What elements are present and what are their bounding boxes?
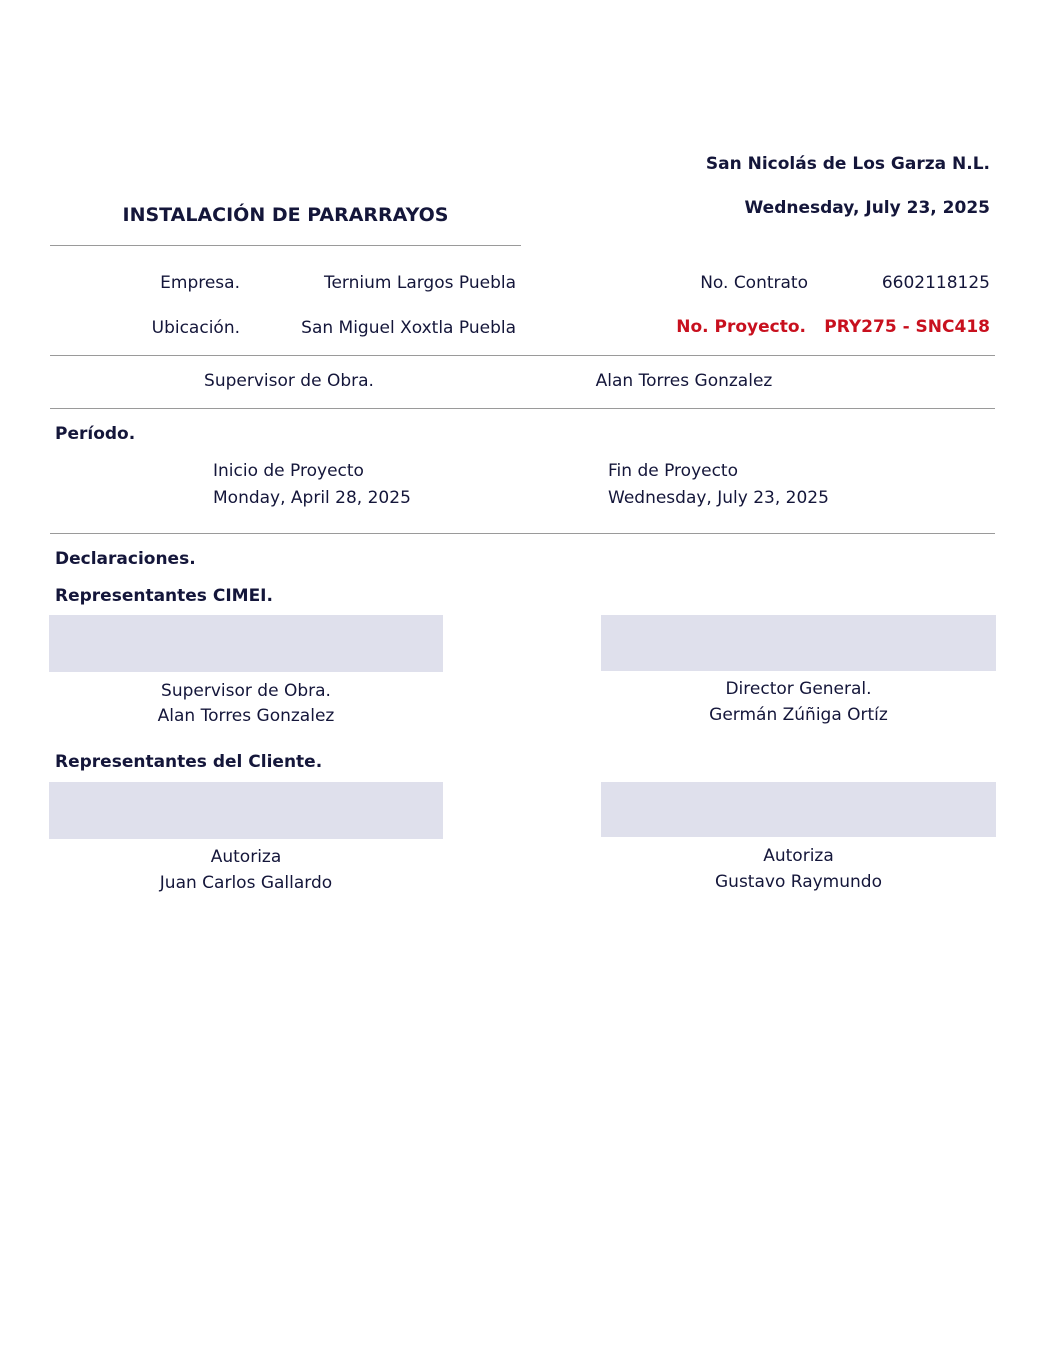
inicio-label: Inicio de Proyecto: [213, 461, 364, 481]
cliente-heading: Representantes del Cliente.: [55, 752, 323, 772]
fin-date: Wednesday, July 23, 2025: [608, 488, 829, 508]
inicio-date: Monday, April 28, 2025: [213, 488, 411, 508]
periodo-heading: Período.: [55, 424, 136, 444]
proyecto-label: No. Proyecto.: [676, 317, 806, 337]
fin-label: Fin de Proyecto: [608, 461, 738, 481]
document-title: INSTALACIÓN DE PARARRAYOS: [122, 204, 449, 226]
header-date: Wednesday, July 23, 2025: [744, 198, 990, 218]
signature-box-cimei-director[interactable]: [601, 615, 996, 671]
signature-box-cliente-2[interactable]: [601, 782, 996, 837]
ubicacion-value: San Miguel Xoxtla Puebla: [301, 318, 516, 338]
info-divider: [50, 355, 995, 356]
contrato-value: 6602118125: [881, 273, 990, 293]
supervisor-label: Supervisor de Obra.: [204, 371, 374, 391]
header-location: San Nicolás de Los Garza N.L.: [705, 154, 990, 174]
supervisor-value: Alan Torres Gonzalez: [595, 371, 773, 391]
signature-box-cliente-1[interactable]: [49, 782, 443, 839]
empresa-label: Empresa.: [160, 273, 240, 293]
supervisor-divider: [50, 408, 995, 409]
empresa-value: Ternium Largos Puebla: [323, 273, 516, 293]
cliente-name-2: Gustavo Raymundo: [715, 872, 882, 892]
ubicacion-label: Ubicación.: [151, 318, 240, 338]
cliente-role-2: Autoriza: [763, 846, 834, 866]
declaraciones-heading: Declaraciones.: [55, 549, 196, 569]
cliente-role-1: Autoriza: [210, 847, 282, 867]
signature-box-cimei-supervisor[interactable]: [49, 615, 443, 672]
title-divider: [50, 245, 521, 246]
cliente-name-1: Juan Carlos Gallardo: [159, 873, 333, 893]
cimei-role-1: Supervisor de Obra.: [161, 681, 331, 701]
contrato-label: No. Contrato: [700, 273, 808, 293]
proyecto-value: PRY275 - SNC418: [824, 317, 990, 337]
cimei-heading: Representantes CIMEI.: [55, 586, 273, 606]
cimei-name-1: Alan Torres Gonzalez: [157, 706, 335, 726]
periodo-divider: [50, 533, 995, 534]
cimei-name-2: Germán Zúñiga Ortíz: [709, 705, 888, 725]
cimei-role-2: Director General.: [725, 679, 872, 699]
